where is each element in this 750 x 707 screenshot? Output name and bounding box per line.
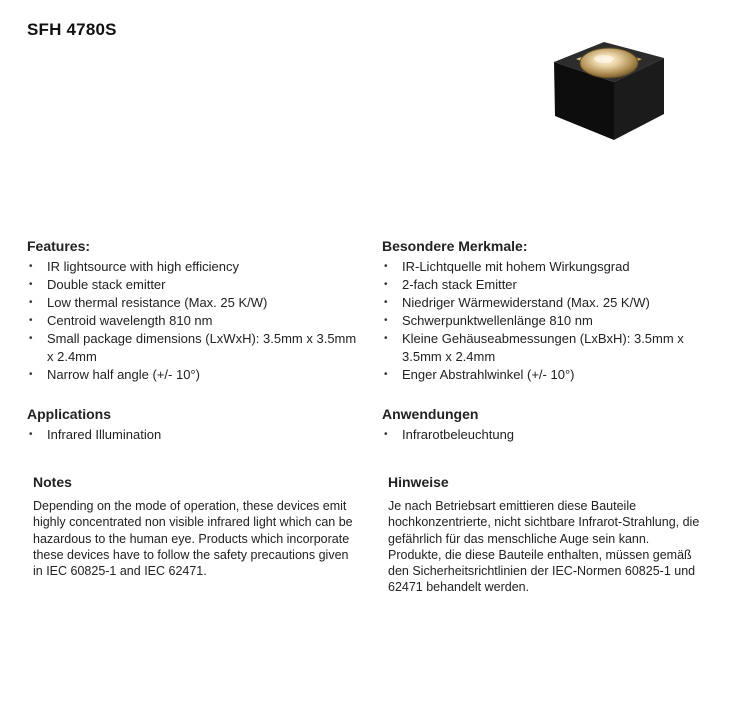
list-item: • Small package dimensions (LxWxH): 3.5mm x 3.5mm x 2.4mm	[27, 330, 357, 366]
list-item: • Schwerpunktwellenlänge 810 nm	[382, 312, 712, 330]
list-item: • IR-Lichtquelle mit hohem Wirkungsgrad	[382, 258, 712, 276]
applications-heading-en: Applications	[27, 406, 112, 422]
page-title: SFH 4780S	[27, 20, 117, 39]
notes-section-de	[382, 474, 712, 596]
list-item: • Infrarotbeleuchtung	[382, 426, 712, 444]
notes-heading-de: Hinweise	[388, 474, 449, 490]
applications-list-de	[382, 426, 712, 444]
notes-section-en	[27, 474, 357, 579]
notes-heading-en: Notes	[33, 474, 72, 490]
applications-heading-de: Anwendungen	[382, 406, 479, 422]
applications-list-en	[27, 426, 357, 444]
features-list-en	[27, 258, 357, 384]
notes-text-de: Je nach Betriebsart emittieren diese Bauteile hochkonzentrierte, nicht sichtbare Infrarot-Strahlung, die gefährlich für das menschliche Auge sein kann. Produkte, die diese Bauteile enthalten, müssen gemäß den Sicherheitsrichtlinien der IEC-Normen 60825-1 und 62471 behandelt werden.	[388, 499, 700, 595]
features-heading-de: Besondere Merkmale:	[382, 238, 528, 254]
list-item: • Centroid wavelength 810 nm	[27, 312, 357, 330]
list-item: • Kleine Gehäuseabmessungen (LxBxH): 3.5mm x 3.5mm x 2.4mm	[382, 330, 712, 366]
applications-section-en	[27, 406, 357, 444]
list-item: • Low thermal resistance (Max. 25 K/W)	[27, 294, 357, 312]
list-item: • IR lightsource with high efficiency	[27, 258, 357, 276]
led-package-image	[552, 38, 666, 142]
applications-section-de	[382, 406, 712, 444]
features-section-en	[27, 238, 357, 384]
notes-text-en: Depending on the mode of operation, these devices emit highly concentrated non visible infrared light which can be hazardous to the human eye. Products which incorporate these devices have to follow the safety precautions given in IEC 60825-1 and IEC 62471.	[33, 499, 353, 579]
list-item: • 2-fach stack Emitter	[382, 276, 712, 294]
features-heading-en: Features:	[27, 238, 91, 254]
features-section-de	[382, 238, 712, 384]
list-item: • Niedriger Wärmewiderstand (Max. 25 K/W)	[382, 294, 712, 312]
list-item: • Enger Abstrahlwinkel (+/- 10°)	[382, 366, 712, 384]
features-list-de	[382, 258, 712, 384]
list-item: • Narrow half angle (+/- 10°)	[27, 366, 357, 384]
list-item: • Infrared Illumination	[27, 426, 357, 444]
list-item: • Double stack emitter	[27, 276, 357, 294]
